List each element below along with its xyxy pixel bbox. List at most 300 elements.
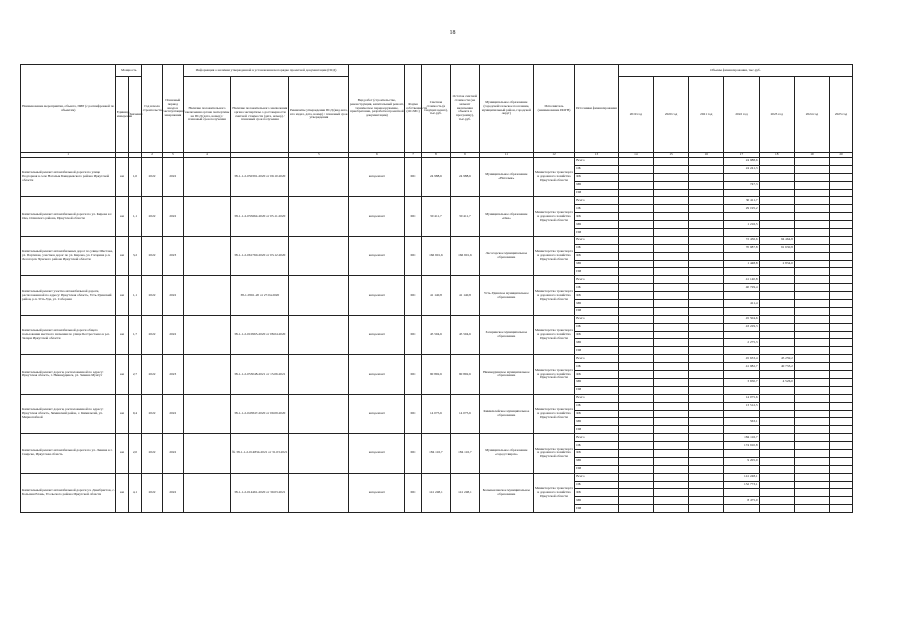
funding-2020-cell: [653, 236, 688, 244]
funding-2024-cell: [794, 300, 829, 308]
funding-2024-cell: [794, 481, 829, 489]
funding-2022-cell: 29 195,2: [724, 205, 759, 213]
funding-2019-cell: [618, 347, 653, 355]
approval-details-cell: [289, 158, 349, 197]
column-number: 17: [724, 153, 759, 158]
funding-2024-cell: [794, 410, 829, 418]
source-cell: ОБ: [575, 481, 619, 489]
funding-2019-cell: [618, 363, 653, 371]
funding-2023-cell: [759, 434, 794, 442]
funding-2021-cell: [689, 307, 724, 315]
funding-2021-cell: [689, 268, 724, 276]
work-type-cell: кап.ремонт: [349, 158, 405, 197]
municipality-cell: Муниципальное образование «город Свирск»: [479, 434, 533, 473]
source-cell: ИИ: [575, 307, 619, 315]
funding-2023-cell: [759, 276, 794, 284]
source-cell: МБ: [575, 378, 619, 386]
funding-2020-cell: [653, 355, 688, 363]
source-cell: ФБ: [575, 213, 619, 221]
funding-2024-cell: [794, 402, 829, 410]
executor-cell: Министерство транспорта и дорожного хозяйства Иркутской области: [533, 473, 574, 512]
funding-2023-cell: [759, 418, 794, 426]
funding-2024-cell: [794, 205, 829, 213]
funding-2023-cell: [759, 442, 794, 450]
funding-2020-cell: [653, 442, 688, 450]
column-number: 15: [653, 153, 688, 158]
funding-2024-cell: [794, 252, 829, 260]
funding-2021-cell: [689, 394, 724, 402]
funding-2025-cell: [830, 276, 853, 284]
table-row: [21, 197, 853, 205]
executor-cell: Министерство транспорта и дорожного хозяйства Иркутской области: [533, 276, 574, 315]
source-cell: МБ: [575, 418, 619, 426]
unit-cell: км: [116, 158, 128, 197]
source-cell: Всего: [575, 394, 619, 402]
approval-details-cell: [289, 197, 349, 236]
funding-2023-cell: [759, 165, 794, 173]
funding-2020-cell: [653, 221, 688, 229]
funding-2022-cell: [724, 307, 759, 315]
executor-cell: Министерство транспорта и дорожного хозяйства Иркутской области: [533, 394, 574, 433]
investment-program-table: [20, 64, 853, 513]
end-year-cell: 2022: [162, 197, 183, 236]
work-type-cell: кап.ремонт: [349, 434, 405, 473]
funding-2023-cell: 4 526,0: [759, 378, 794, 386]
end-year-cell: 2022: [162, 434, 183, 473]
funding-2023-cell: [759, 489, 794, 497]
funding-2023-cell: [759, 497, 794, 505]
funding-2020-cell: [653, 465, 688, 473]
funding-2023-cell: [759, 158, 794, 166]
header-value: Значение: [128, 77, 141, 153]
column-number: 19: [794, 153, 829, 158]
funding-2025-cell: [830, 497, 853, 505]
header-estimated-cost: Сметная стоимость (в текущих ценах), тыс.руб.: [421, 65, 450, 153]
ownership-form-cell: МС: [405, 236, 422, 275]
funding-2020-cell: [653, 284, 688, 292]
funding-2021-cell: [689, 276, 724, 284]
funding-2024-cell: [794, 173, 829, 181]
remaining-cost-cell: 45 504,6: [450, 315, 479, 354]
funding-2025-cell: [830, 260, 853, 268]
funding-2025-cell: [830, 489, 853, 497]
source-cell: МБ: [575, 260, 619, 268]
source-cell: ОБ: [575, 323, 619, 331]
funding-2020-cell: [653, 213, 688, 221]
funding-2023-cell: [759, 465, 794, 473]
source-cell: ОБ: [575, 284, 619, 292]
value-cell: 2,7: [128, 355, 141, 394]
funding-2024-cell: [794, 457, 829, 465]
page-number: 18: [449, 30, 456, 36]
funding-2023-cell: [759, 371, 794, 379]
funding-2021-cell: [689, 386, 724, 394]
funding-2023-cell: 94 464,8: [759, 236, 794, 244]
positive-conclusion-cell: [183, 473, 231, 512]
funding-2022-cell: 72 436,6: [724, 236, 759, 244]
funding-2020-cell: [653, 394, 688, 402]
funding-2021-cell: [689, 197, 724, 205]
funding-2023-cell: [759, 292, 794, 300]
header-year: 2019 год: [618, 77, 653, 153]
funding-2019-cell: [618, 323, 653, 331]
funding-2021-cell: [689, 284, 724, 292]
start-year-cell: 2022: [142, 355, 163, 394]
funding-2020-cell: [653, 315, 688, 323]
funding-2025-cell: [830, 449, 853, 457]
cost-conclusion-cell: 38-1-1-2-050391-2020 от 09.10.2020: [231, 158, 289, 197]
funding-2024-cell: [794, 378, 829, 386]
funding-2023-cell: [759, 323, 794, 331]
funding-2024-cell: [794, 189, 829, 197]
start-year-cell: 2022: [142, 236, 163, 275]
funding-2019-cell: [618, 378, 653, 386]
funding-2025-cell: [830, 434, 853, 442]
header-year: 2025 год: [830, 77, 853, 153]
funding-2023-cell: 91 630,8: [759, 244, 794, 252]
funding-2022-cell: 8 475,0: [724, 497, 759, 505]
start-year-cell: 2022: [142, 315, 163, 354]
funding-2024-cell: [794, 363, 829, 371]
funding-2023-cell: [759, 410, 794, 418]
funding-2020-cell: [653, 331, 688, 339]
funding-2021-cell: [689, 205, 724, 213]
ownership-form-cell: МС: [405, 355, 422, 394]
funding-2025-cell: [830, 331, 853, 339]
funding-2024-cell: [794, 442, 829, 450]
approval-details-cell: [289, 236, 349, 275]
funding-2025-cell: [830, 181, 853, 189]
funding-2019-cell: [618, 442, 653, 450]
column-number: 9: [450, 153, 479, 158]
object-name: Капитальный ремонт дороги, расположенной по адресу: Иркутская область, г. Нижнеудинск, ул. Змеина Мунгут: [21, 355, 116, 394]
source-cell: ОБ: [575, 442, 619, 450]
funding-2023-cell: [759, 347, 794, 355]
ownership-form-cell: МС: [405, 158, 422, 197]
funding-2021-cell: [689, 252, 724, 260]
estimated-cost-cell: 45 504,6: [421, 315, 450, 354]
funding-2022-cell: 70 987,8: [724, 244, 759, 252]
estimated-cost-cell: 30 411,7: [421, 197, 450, 236]
column-number: 1: [21, 153, 116, 158]
source-cell: Всего: [575, 473, 619, 481]
funding-2024-cell: [794, 307, 829, 315]
funding-2021-cell: [689, 181, 724, 189]
funding-2019-cell: [618, 481, 653, 489]
funding-2020-cell: [653, 173, 688, 181]
funding-2025-cell: [830, 173, 853, 181]
start-year-cell: 2022: [142, 276, 163, 315]
source-cell: Всего: [575, 236, 619, 244]
municipality-cell: Усть-Удинское муниципальное образование: [479, 276, 533, 315]
estimated-cost-cell: 41 140,8: [421, 276, 450, 315]
funding-2024-cell: [794, 473, 829, 481]
header-commission-year: Плановый период ввода в эксплуатацию/завершения: [162, 65, 183, 153]
funding-2022-cell: 40 729,4: [724, 284, 759, 292]
funding-2025-cell: [830, 229, 853, 237]
object-name: Капитальный ремонт автомобильной дороги по ул. Кирова в г. Ока, Осинского района, Иркутской области: [21, 197, 116, 236]
funding-2025-cell: [830, 465, 853, 473]
funding-2022-cell: 30 411,7: [724, 197, 759, 205]
work-type-cell: кап.ремонт: [349, 315, 405, 354]
funding-2025-cell: [830, 315, 853, 323]
funding-2024-cell: [794, 213, 829, 221]
funding-2022-cell: [724, 331, 759, 339]
funding-2020-cell: [653, 363, 688, 371]
funding-2019-cell: [618, 394, 653, 402]
funding-2023-cell: [759, 300, 794, 308]
funding-2019-cell: [618, 434, 653, 442]
estimated-cost-cell: 24 988,6: [421, 158, 450, 197]
funding-2024-cell: [794, 386, 829, 394]
funding-2020-cell: [653, 378, 688, 386]
municipality-cell: Заларинское муниципальное образование: [479, 315, 533, 354]
funding-2022-cell: 2 275,3: [724, 339, 759, 347]
table-row: [21, 236, 853, 244]
funding-2019-cell: [618, 158, 653, 166]
header-funding: Объемы финансирования, тыс.руб.: [618, 65, 852, 77]
funding-2020-cell: [653, 449, 688, 457]
funding-2022-cell: 14 075,6: [724, 394, 759, 402]
funding-2024-cell: [794, 371, 829, 379]
unit-cell: км: [116, 315, 128, 354]
end-year-cell: 2022: [162, 473, 183, 512]
funding-2024-cell: [794, 426, 829, 434]
funding-2020-cell: [653, 457, 688, 465]
funding-2022-cell: [724, 371, 759, 379]
funding-2025-cell: [830, 197, 853, 205]
executor-cell: Министерство транспорта и дорожного хозяйства Иркутской области: [533, 434, 574, 473]
funding-2021-cell: [689, 173, 724, 181]
source-cell: ФБ: [575, 449, 619, 457]
estimated-cost-cell: 141 248,1: [421, 473, 450, 512]
funding-2023-cell: [759, 252, 794, 260]
funding-2019-cell: [618, 268, 653, 276]
funding-2021-cell: [689, 442, 724, 450]
unit-cell: км: [116, 355, 128, 394]
funding-2023-cell: [759, 268, 794, 276]
funding-2024-cell: [794, 292, 829, 300]
cost-conclusion-cell: 38-1-1-2-061760-2020 от 03.12.2020: [231, 236, 289, 275]
header-unit: Единица измерения: [116, 77, 128, 153]
column-number: 11: [479, 153, 533, 158]
municipality-cell: Кимильтейское муниципальное образование: [479, 394, 533, 433]
funding-2021-cell: [689, 229, 724, 237]
source-cell: ИИ: [575, 386, 619, 394]
funding-2024-cell: [794, 165, 829, 173]
funding-2021-cell: [689, 292, 724, 300]
column-number: 13: [575, 153, 619, 158]
positive-conclusion-cell: [183, 394, 231, 433]
source-cell: Всего: [575, 197, 619, 205]
funding-2024-cell: [794, 339, 829, 347]
positive-conclusion-cell: [183, 315, 231, 354]
funding-2024-cell: [794, 221, 829, 229]
positive-conclusion-cell: [183, 197, 231, 236]
unit-cell: км: [116, 276, 128, 315]
funding-2021-cell: [689, 339, 724, 347]
funding-2023-cell: 45 259,2: [759, 355, 794, 363]
funding-2022-cell: 45 633,4: [724, 355, 759, 363]
funding-2019-cell: [618, 165, 653, 173]
funding-2020-cell: [653, 489, 688, 497]
funding-2024-cell: [794, 260, 829, 268]
funding-2023-cell: [759, 449, 794, 457]
funding-2023-cell: [759, 426, 794, 434]
funding-2025-cell: [830, 158, 853, 166]
source-cell: ФБ: [575, 331, 619, 339]
work-type-cell: кап.ремонт: [349, 473, 405, 512]
funding-2025-cell: [830, 394, 853, 402]
municipality-cell: Лесогорское муниципальное образование: [479, 236, 533, 275]
remaining-cost-cell: 166 901,6: [450, 236, 479, 275]
funding-2023-cell: [759, 315, 794, 323]
funding-2020-cell: [653, 481, 688, 489]
work-type-cell: кап.ремонт: [349, 276, 405, 315]
positive-conclusion-cell: [183, 158, 231, 197]
funding-2019-cell: [618, 418, 653, 426]
funding-2019-cell: [618, 236, 653, 244]
source-cell: ИИ: [575, 465, 619, 473]
source-cell: ИИ: [575, 505, 619, 513]
funding-2020-cell: [653, 410, 688, 418]
funding-2022-cell: 563,1: [724, 418, 759, 426]
funding-2025-cell: [830, 371, 853, 379]
funding-2022-cell: [724, 489, 759, 497]
funding-2024-cell: [794, 315, 829, 323]
funding-2021-cell: [689, 158, 724, 166]
funding-2022-cell: 41 140,8: [724, 276, 759, 284]
column-number: 16: [689, 153, 724, 158]
executor-cell: Министерство транспорта и дорожного хозяйства Иркутской области: [533, 197, 574, 236]
source-cell: МБ: [575, 339, 619, 347]
funding-2021-cell: [689, 260, 724, 268]
funding-2019-cell: [618, 355, 653, 363]
funding-2023-cell: [759, 229, 794, 237]
estimated-cost-cell: 184 116,7: [421, 434, 450, 473]
funding-2025-cell: [830, 418, 853, 426]
funding-2020-cell: [653, 252, 688, 260]
ownership-form-cell: МС: [405, 315, 422, 354]
executor-cell: Министерство транспорта и дорожного хозяйства Иркутской области: [533, 158, 574, 197]
source-cell: ОБ: [575, 363, 619, 371]
funding-2021-cell: [689, 418, 724, 426]
funding-2020-cell: [653, 276, 688, 284]
funding-2022-cell: 1 448,8: [724, 260, 759, 268]
funding-2021-cell: [689, 363, 724, 371]
funding-2021-cell: [689, 426, 724, 434]
funding-2019-cell: [618, 189, 653, 197]
header-ownership-form: Форма собственности (ОС/МС): [405, 65, 422, 153]
source-cell: ИИ: [575, 347, 619, 355]
start-year-cell: 2022: [142, 394, 163, 433]
funding-2024-cell: [794, 489, 829, 497]
municipality-cell: Нижнеудинское муниципальное образование: [479, 355, 533, 394]
funding-2025-cell: [830, 165, 853, 173]
object-name: Капитальный ремонт дороги, расположенной по адресу: Иркутская область, Зиминский район, с. Кимильтей, ул. Мирнопобной: [21, 394, 116, 433]
funding-2024-cell: [794, 268, 829, 276]
funding-2019-cell: [618, 505, 653, 513]
start-year-cell: 2022: [142, 197, 163, 236]
ownership-form-cell: МС: [405, 434, 422, 473]
funding-2021-cell: [689, 355, 724, 363]
funding-2021-cell: [689, 371, 724, 379]
ownership-form-cell: МС: [405, 473, 422, 512]
funding-2021-cell: [689, 213, 724, 221]
approval-details-cell: [289, 355, 349, 394]
funding-2023-cell: [759, 173, 794, 181]
source-cell: МБ: [575, 497, 619, 505]
source-cell: Всего: [575, 434, 619, 442]
funding-2024-cell: [794, 276, 829, 284]
funding-2022-cell: 24 241,3: [724, 165, 759, 173]
funding-2020-cell: [653, 497, 688, 505]
funding-2021-cell: [689, 402, 724, 410]
funding-2023-cell: [759, 386, 794, 394]
cost-conclusion-cell: 38-1-1-2-014461-2020 от 30.03.2021: [231, 473, 289, 512]
funding-2025-cell: [830, 244, 853, 252]
start-year-cell: 2022: [142, 473, 163, 512]
end-year-cell: 2023: [162, 355, 183, 394]
funding-2023-cell: [759, 481, 794, 489]
remaining-cost-cell: 30 411,7: [450, 197, 479, 236]
approval-details-cell: [289, 315, 349, 354]
value-cell: 1,0: [128, 158, 141, 197]
funding-2022-cell: [724, 173, 759, 181]
funding-2021-cell: [689, 323, 724, 331]
cost-conclusion-cell: 38-1-1-2-010965-2020 от 08.04.2020: [231, 315, 289, 354]
funding-2021-cell: [689, 489, 724, 497]
end-year-cell: 2022: [162, 315, 183, 354]
funding-2021-cell: [689, 244, 724, 252]
source-cell: ФБ: [575, 292, 619, 300]
source-cell: ИИ: [575, 189, 619, 197]
header-approval-details: Реквизиты утверждения ПСД (вид акта, кто издал, дата, номер) / плановый срок утверждения: [289, 77, 349, 153]
funding-2025-cell: [830, 284, 853, 292]
funding-2020-cell: [653, 260, 688, 268]
funding-2019-cell: [618, 386, 653, 394]
table-row: [21, 315, 853, 323]
funding-2019-cell: [618, 331, 653, 339]
funding-2021-cell: [689, 449, 724, 457]
funding-2022-cell: 45 504,6: [724, 315, 759, 323]
funding-2019-cell: [618, 307, 653, 315]
executor-cell: Министерство транспорта и дорожного хозяйства Иркутской области: [533, 355, 574, 394]
funding-2024-cell: [794, 284, 829, 292]
table-row: [21, 434, 853, 442]
column-number: 7: [405, 153, 422, 158]
column-number: 20: [830, 153, 853, 158]
end-year-cell: 2022: [162, 394, 183, 433]
column-number: 14: [618, 153, 653, 158]
header-year: 2020 год: [653, 77, 688, 153]
funding-2025-cell: [830, 213, 853, 221]
funding-2022-cell: 41 982,7: [724, 363, 759, 371]
funding-2025-cell: [830, 363, 853, 371]
column-number: 8: [421, 153, 450, 158]
funding-2019-cell: [618, 457, 653, 465]
funding-2019-cell: [618, 473, 653, 481]
unit-cell: км: [116, 434, 128, 473]
funding-2020-cell: [653, 300, 688, 308]
funding-2025-cell: [830, 402, 853, 410]
funding-2025-cell: [830, 457, 853, 465]
end-year-cell: 2022: [162, 276, 183, 315]
funding-2025-cell: [830, 292, 853, 300]
municipality-cell: Муниципальное образование «Ока»: [479, 197, 533, 236]
value-cell: 3,2: [128, 236, 141, 275]
header-capacity: Мощность: [116, 65, 142, 77]
